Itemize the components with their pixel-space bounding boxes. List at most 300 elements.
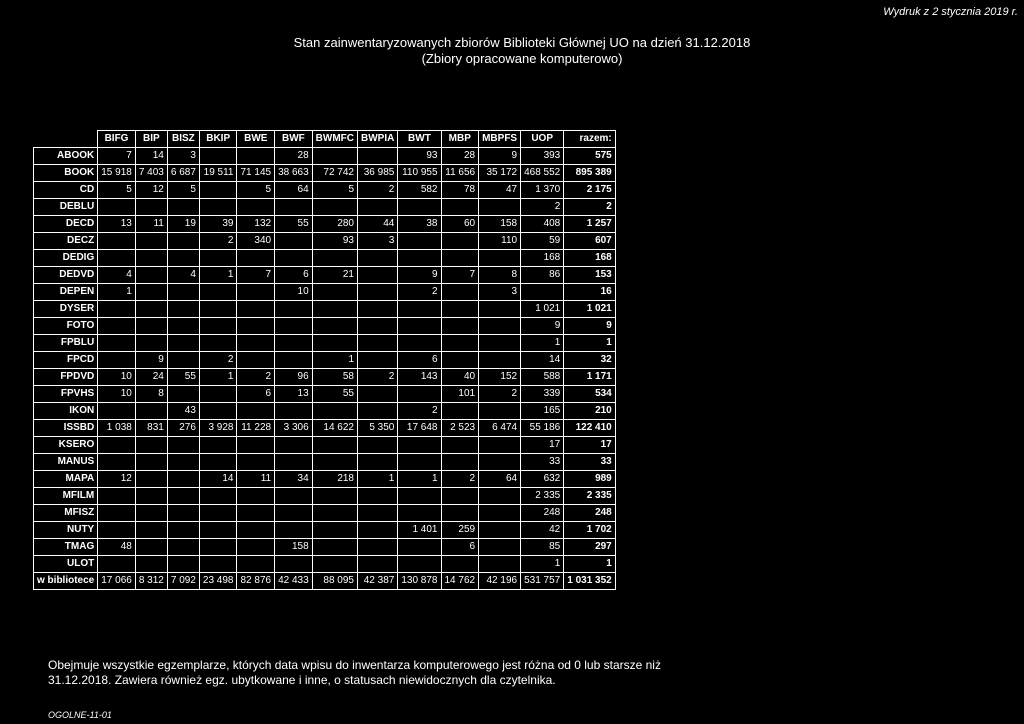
table-cell: 9 bbox=[135, 352, 167, 369]
table-cell bbox=[237, 250, 275, 267]
table-cell: 19 511 bbox=[199, 165, 237, 182]
table-cell: 9 bbox=[398, 267, 441, 284]
table-cell bbox=[312, 505, 357, 522]
table-cell: 14 bbox=[135, 148, 167, 165]
column-header: BKIP bbox=[199, 131, 237, 148]
table-cell: 55 bbox=[312, 386, 357, 403]
table-cell bbox=[135, 488, 167, 505]
table-cell: 6 bbox=[237, 386, 275, 403]
table-cell bbox=[237, 403, 275, 420]
row-total-cell: 1 702 bbox=[564, 522, 616, 539]
table-cell bbox=[358, 539, 398, 556]
table-cell: 38 bbox=[398, 216, 441, 233]
table-cell bbox=[199, 182, 237, 199]
table-cell: 82 876 bbox=[237, 573, 275, 590]
table-cell bbox=[135, 250, 167, 267]
table-cell: 13 bbox=[98, 216, 136, 233]
table-cell bbox=[135, 471, 167, 488]
table-cell: 2 bbox=[237, 369, 275, 386]
table-row bbox=[34, 284, 616, 301]
column-header: BWT bbox=[398, 131, 441, 148]
table-row bbox=[34, 539, 616, 556]
table-cell bbox=[167, 250, 199, 267]
table-cell bbox=[98, 505, 136, 522]
table-cell bbox=[237, 488, 275, 505]
table-cell bbox=[199, 284, 237, 301]
table-cell: 340 bbox=[237, 233, 275, 250]
table-cell bbox=[237, 556, 275, 573]
table-cell bbox=[135, 403, 167, 420]
table-cell bbox=[479, 335, 521, 352]
table-cell: 3 306 bbox=[275, 420, 313, 437]
table-cell bbox=[358, 522, 398, 539]
table-cell bbox=[135, 267, 167, 284]
row-label: DYSER bbox=[34, 301, 98, 318]
table-cell: 59 bbox=[521, 233, 564, 250]
table-cell bbox=[98, 454, 136, 471]
table-cell bbox=[199, 505, 237, 522]
table-cell bbox=[167, 386, 199, 403]
table-cell: 13 bbox=[275, 386, 313, 403]
table-cell bbox=[167, 471, 199, 488]
table-cell bbox=[98, 250, 136, 267]
table-cell bbox=[275, 505, 313, 522]
row-total-cell: 1 171 bbox=[564, 369, 616, 386]
collection-stats-table bbox=[33, 130, 616, 590]
table-cell bbox=[135, 522, 167, 539]
table-cell: 7 bbox=[441, 267, 479, 284]
table-cell: 1 bbox=[199, 267, 237, 284]
table-cell: 2 bbox=[199, 233, 237, 250]
row-label: ISSBD bbox=[34, 420, 98, 437]
table-cell: 9 bbox=[479, 148, 521, 165]
table-cell bbox=[98, 488, 136, 505]
table-cell bbox=[479, 488, 521, 505]
table-cell bbox=[479, 505, 521, 522]
table-cell: 831 bbox=[135, 420, 167, 437]
table-cell: 47 bbox=[479, 182, 521, 199]
row-label: DEPEN bbox=[34, 284, 98, 301]
table-cell: 3 bbox=[358, 233, 398, 250]
row-total-cell: 2 335 bbox=[564, 488, 616, 505]
table-cell bbox=[167, 199, 199, 216]
table-cell bbox=[312, 199, 357, 216]
table-cell bbox=[135, 335, 167, 352]
table-cell bbox=[521, 284, 564, 301]
row-label: MAPA bbox=[34, 471, 98, 488]
table-cell: 110 955 bbox=[398, 165, 441, 182]
table-cell bbox=[312, 403, 357, 420]
table-cell: 2 bbox=[398, 403, 441, 420]
table-row bbox=[34, 250, 616, 267]
table-cell: 17 066 bbox=[98, 573, 136, 590]
table-cell bbox=[398, 301, 441, 318]
table-cell bbox=[237, 522, 275, 539]
table-cell bbox=[312, 488, 357, 505]
table-cell: 10 bbox=[98, 369, 136, 386]
table-cell bbox=[358, 505, 398, 522]
table-cell: 19 bbox=[167, 216, 199, 233]
table-cell bbox=[358, 386, 398, 403]
row-total-cell: 210 bbox=[564, 403, 616, 420]
table-cell bbox=[167, 335, 199, 352]
row-total-cell: 575 bbox=[564, 148, 616, 165]
row-total-cell: 16 bbox=[564, 284, 616, 301]
table-cell: 96 bbox=[275, 369, 313, 386]
table-cell bbox=[135, 318, 167, 335]
table-cell bbox=[398, 386, 441, 403]
table-cell: 110 bbox=[479, 233, 521, 250]
table-cell: 85 bbox=[521, 539, 564, 556]
table-cell bbox=[312, 454, 357, 471]
table-cell: 2 523 bbox=[441, 420, 479, 437]
table-cell bbox=[398, 505, 441, 522]
table-cell: 408 bbox=[521, 216, 564, 233]
table-cell bbox=[358, 267, 398, 284]
table-cell bbox=[98, 556, 136, 573]
print-date: Wydruk z 2 stycznia 2019 r. bbox=[883, 6, 1018, 18]
table-cell: 1 bbox=[521, 556, 564, 573]
table-cell: 93 bbox=[398, 148, 441, 165]
row-label: NUTY bbox=[34, 522, 98, 539]
report-title-line-1: Stan zainwentaryzowanych zbiorów Biblioteki Głównej UO na dzień 31.12.2018 bbox=[293, 35, 751, 50]
table-cell: 1 038 bbox=[98, 420, 136, 437]
table-body bbox=[34, 148, 616, 590]
row-label: IKON bbox=[34, 403, 98, 420]
table-cell: 5 bbox=[98, 182, 136, 199]
row-label: MFILM bbox=[34, 488, 98, 505]
table-row bbox=[34, 488, 616, 505]
table-cell: 42 433 bbox=[275, 573, 313, 590]
table-cell: 8 312 bbox=[135, 573, 167, 590]
row-total-cell: 989 bbox=[564, 471, 616, 488]
table-cell: 632 bbox=[521, 471, 564, 488]
row-total-cell: 33 bbox=[564, 454, 616, 471]
table-cell: 4 bbox=[98, 267, 136, 284]
table-cell: 28 bbox=[275, 148, 313, 165]
row-total-cell: 32 bbox=[564, 352, 616, 369]
row-label: MFISZ bbox=[34, 505, 98, 522]
table-cell bbox=[199, 199, 237, 216]
column-header: BWF bbox=[275, 131, 313, 148]
table-cell bbox=[441, 250, 479, 267]
table-cell: 60 bbox=[441, 216, 479, 233]
column-header: BISZ bbox=[167, 131, 199, 148]
row-total-cell: 607 bbox=[564, 233, 616, 250]
table-cell: 7 092 bbox=[167, 573, 199, 590]
table-cell bbox=[237, 335, 275, 352]
row-total-cell: 1 021 bbox=[564, 301, 616, 318]
table-cell bbox=[237, 437, 275, 454]
table-cell: 1 bbox=[98, 284, 136, 301]
table-cell bbox=[398, 454, 441, 471]
table-cell bbox=[98, 522, 136, 539]
table-cell bbox=[312, 301, 357, 318]
table-cell bbox=[441, 199, 479, 216]
table-row bbox=[34, 301, 616, 318]
table-cell: 44 bbox=[358, 216, 398, 233]
row-label: KSERO bbox=[34, 437, 98, 454]
table-cell bbox=[167, 454, 199, 471]
table-cell bbox=[98, 301, 136, 318]
column-header: BIFG bbox=[98, 131, 136, 148]
table-cell: 64 bbox=[275, 182, 313, 199]
column-header: razem: bbox=[564, 131, 616, 148]
row-total-cell: 9 bbox=[564, 318, 616, 335]
table-cell bbox=[237, 454, 275, 471]
table-row bbox=[34, 573, 616, 590]
table-row bbox=[34, 386, 616, 403]
table-cell: 38 663 bbox=[275, 165, 313, 182]
row-total-cell: 17 bbox=[564, 437, 616, 454]
table-cell bbox=[167, 318, 199, 335]
table-cell: 6 bbox=[275, 267, 313, 284]
table-cell: 11 bbox=[237, 471, 275, 488]
table-cell bbox=[479, 522, 521, 539]
table-cell bbox=[479, 556, 521, 573]
table-cell: 72 742 bbox=[312, 165, 357, 182]
table-cell bbox=[358, 454, 398, 471]
table-cell bbox=[479, 199, 521, 216]
table-cell bbox=[398, 199, 441, 216]
table-cell bbox=[441, 335, 479, 352]
table-row bbox=[34, 522, 616, 539]
table-cell bbox=[237, 284, 275, 301]
table-header-row bbox=[34, 131, 616, 148]
row-label: CD bbox=[34, 182, 98, 199]
table-cell: 7 bbox=[237, 267, 275, 284]
table-row bbox=[34, 437, 616, 454]
table-cell: 3 bbox=[479, 284, 521, 301]
table-cell bbox=[167, 301, 199, 318]
table-cell bbox=[135, 505, 167, 522]
table-cell bbox=[98, 318, 136, 335]
table-cell: 23 498 bbox=[199, 573, 237, 590]
table-row bbox=[34, 182, 616, 199]
table-row bbox=[34, 403, 616, 420]
table-cell: 259 bbox=[441, 522, 479, 539]
table-cell bbox=[441, 301, 479, 318]
table-cell: 11 bbox=[135, 216, 167, 233]
column-header: MBPFS bbox=[479, 131, 521, 148]
row-total-cell: 1 bbox=[564, 556, 616, 573]
table-cell bbox=[441, 556, 479, 573]
table-cell bbox=[199, 148, 237, 165]
table-cell: 168 bbox=[521, 250, 564, 267]
table-cell bbox=[135, 233, 167, 250]
table-cell: 143 bbox=[398, 369, 441, 386]
table-cell: 71 145 bbox=[237, 165, 275, 182]
row-label: DEDVD bbox=[34, 267, 98, 284]
table-cell bbox=[479, 437, 521, 454]
table-row bbox=[34, 335, 616, 352]
document-code: OGOLNE-11-01 bbox=[48, 710, 112, 720]
column-header: UOP bbox=[521, 131, 564, 148]
table-cell bbox=[135, 437, 167, 454]
row-label: ABOOK bbox=[34, 148, 98, 165]
table-cell bbox=[237, 318, 275, 335]
table-cell bbox=[275, 233, 313, 250]
table-cell bbox=[135, 301, 167, 318]
report-title-line-2: (Zbiory opracowane komputerowo) bbox=[421, 51, 623, 66]
table-cell bbox=[275, 437, 313, 454]
row-total-cell: 122 410 bbox=[564, 420, 616, 437]
table-cell: 35 172 bbox=[479, 165, 521, 182]
table-cell: 1 bbox=[358, 471, 398, 488]
table-cell: 17 bbox=[521, 437, 564, 454]
table-cell bbox=[199, 335, 237, 352]
table-cell: 24 bbox=[135, 369, 167, 386]
table-cell: 14 622 bbox=[312, 420, 357, 437]
table-cell: 2 bbox=[358, 369, 398, 386]
table-cell: 1 021 bbox=[521, 301, 564, 318]
table-cell: 86 bbox=[521, 267, 564, 284]
table-cell bbox=[441, 233, 479, 250]
table-cell bbox=[237, 148, 275, 165]
table-cell bbox=[358, 250, 398, 267]
table-cell bbox=[312, 437, 357, 454]
row-total-cell: 1 031 352 bbox=[564, 573, 616, 590]
table-cell: 10 bbox=[275, 284, 313, 301]
table-cell: 33 bbox=[521, 454, 564, 471]
table-row bbox=[34, 556, 616, 573]
table-cell: 165 bbox=[521, 403, 564, 420]
table-cell bbox=[275, 403, 313, 420]
table-cell bbox=[398, 250, 441, 267]
column-header: BIP bbox=[135, 131, 167, 148]
table-cell: 3 928 bbox=[199, 420, 237, 437]
table-cell bbox=[135, 454, 167, 471]
table-cell bbox=[441, 403, 479, 420]
table-cell bbox=[199, 403, 237, 420]
table-cell: 280 bbox=[312, 216, 357, 233]
footnote: Obejmuje wszystkie egzemplarze, których data wpisu do inwentarza komputerowego jest różna od 0 lub starsze niż 31.12.2018. Zawiera również egz. ubytkowane i inne, o statusach niewidocznych dla czytelnika. bbox=[48, 658, 661, 687]
table-cell: 1 401 bbox=[398, 522, 441, 539]
table-cell bbox=[167, 539, 199, 556]
table-row bbox=[34, 216, 616, 233]
table-cell bbox=[479, 539, 521, 556]
table-cell: 5 bbox=[237, 182, 275, 199]
table-cell bbox=[135, 284, 167, 301]
table-cell bbox=[358, 148, 398, 165]
table-cell: 6 bbox=[441, 539, 479, 556]
table-cell bbox=[358, 301, 398, 318]
row-label: DEBLU bbox=[34, 199, 98, 216]
table-cell bbox=[441, 505, 479, 522]
table-cell: 42 bbox=[521, 522, 564, 539]
table-cell: 42 196 bbox=[479, 573, 521, 590]
table-cell bbox=[275, 488, 313, 505]
table-cell bbox=[237, 301, 275, 318]
table-cell bbox=[167, 522, 199, 539]
row-label: ULOT bbox=[34, 556, 98, 573]
table-row bbox=[34, 471, 616, 488]
table-cell bbox=[98, 352, 136, 369]
row-label: FPCD bbox=[34, 352, 98, 369]
table-cell bbox=[479, 352, 521, 369]
table-cell: 130 878 bbox=[398, 573, 441, 590]
table-cell: 14 bbox=[521, 352, 564, 369]
table-cell bbox=[479, 318, 521, 335]
table-cell bbox=[275, 318, 313, 335]
table-cell bbox=[275, 556, 313, 573]
table-cell bbox=[479, 403, 521, 420]
table-cell bbox=[199, 556, 237, 573]
table-cell bbox=[358, 488, 398, 505]
table-cell: 21 bbox=[312, 267, 357, 284]
table-cell: 55 bbox=[167, 369, 199, 386]
table-cell: 93 bbox=[312, 233, 357, 250]
table-cell bbox=[441, 454, 479, 471]
table-cell: 78 bbox=[441, 182, 479, 199]
table-cell: 7 bbox=[98, 148, 136, 165]
table-cell bbox=[199, 488, 237, 505]
table-cell: 1 bbox=[312, 352, 357, 369]
table-cell: 55 186 bbox=[521, 420, 564, 437]
table-cell: 34 bbox=[275, 471, 313, 488]
table-row bbox=[34, 148, 616, 165]
table-cell: 1 370 bbox=[521, 182, 564, 199]
table-row bbox=[34, 420, 616, 437]
table-cell: 88 095 bbox=[312, 573, 357, 590]
table-cell bbox=[237, 505, 275, 522]
table-cell bbox=[275, 301, 313, 318]
table-cell: 101 bbox=[441, 386, 479, 403]
table-cell bbox=[237, 352, 275, 369]
table-cell bbox=[312, 284, 357, 301]
table-cell bbox=[98, 233, 136, 250]
table-cell bbox=[199, 301, 237, 318]
row-total-cell: 153 bbox=[564, 267, 616, 284]
table-cell: 531 757 bbox=[521, 573, 564, 590]
table-cell bbox=[358, 318, 398, 335]
row-total-cell: 1 bbox=[564, 335, 616, 352]
table-cell: 3 bbox=[167, 148, 199, 165]
row-total-cell: 2 175 bbox=[564, 182, 616, 199]
table-cell: 1 bbox=[521, 335, 564, 352]
table-cell: 6 474 bbox=[479, 420, 521, 437]
table-cell: 11 656 bbox=[441, 165, 479, 182]
table-cell bbox=[358, 437, 398, 454]
table-cell: 468 552 bbox=[521, 165, 564, 182]
table-cell bbox=[398, 437, 441, 454]
row-total-cell: 2 bbox=[564, 199, 616, 216]
table-cell bbox=[312, 522, 357, 539]
column-header: BWMFC bbox=[312, 131, 357, 148]
table-cell: 2 bbox=[398, 284, 441, 301]
table-cell bbox=[167, 284, 199, 301]
table-cell: 248 bbox=[521, 505, 564, 522]
table-cell: 55 bbox=[275, 216, 313, 233]
table-cell bbox=[135, 556, 167, 573]
table-cell bbox=[398, 233, 441, 250]
table-cell: 64 bbox=[479, 471, 521, 488]
table-cell: 43 bbox=[167, 403, 199, 420]
table-cell: 152 bbox=[479, 369, 521, 386]
row-label: DECD bbox=[34, 216, 98, 233]
row-total-cell: 534 bbox=[564, 386, 616, 403]
column-header: MBP bbox=[441, 131, 479, 148]
row-label: TMAG bbox=[34, 539, 98, 556]
table-cell: 39 bbox=[199, 216, 237, 233]
table-row bbox=[34, 369, 616, 386]
table-cell: 2 bbox=[479, 386, 521, 403]
table-cell: 10 bbox=[98, 386, 136, 403]
table-cell bbox=[199, 318, 237, 335]
table-cell bbox=[199, 437, 237, 454]
row-label: FPBLU bbox=[34, 335, 98, 352]
table-cell bbox=[275, 199, 313, 216]
